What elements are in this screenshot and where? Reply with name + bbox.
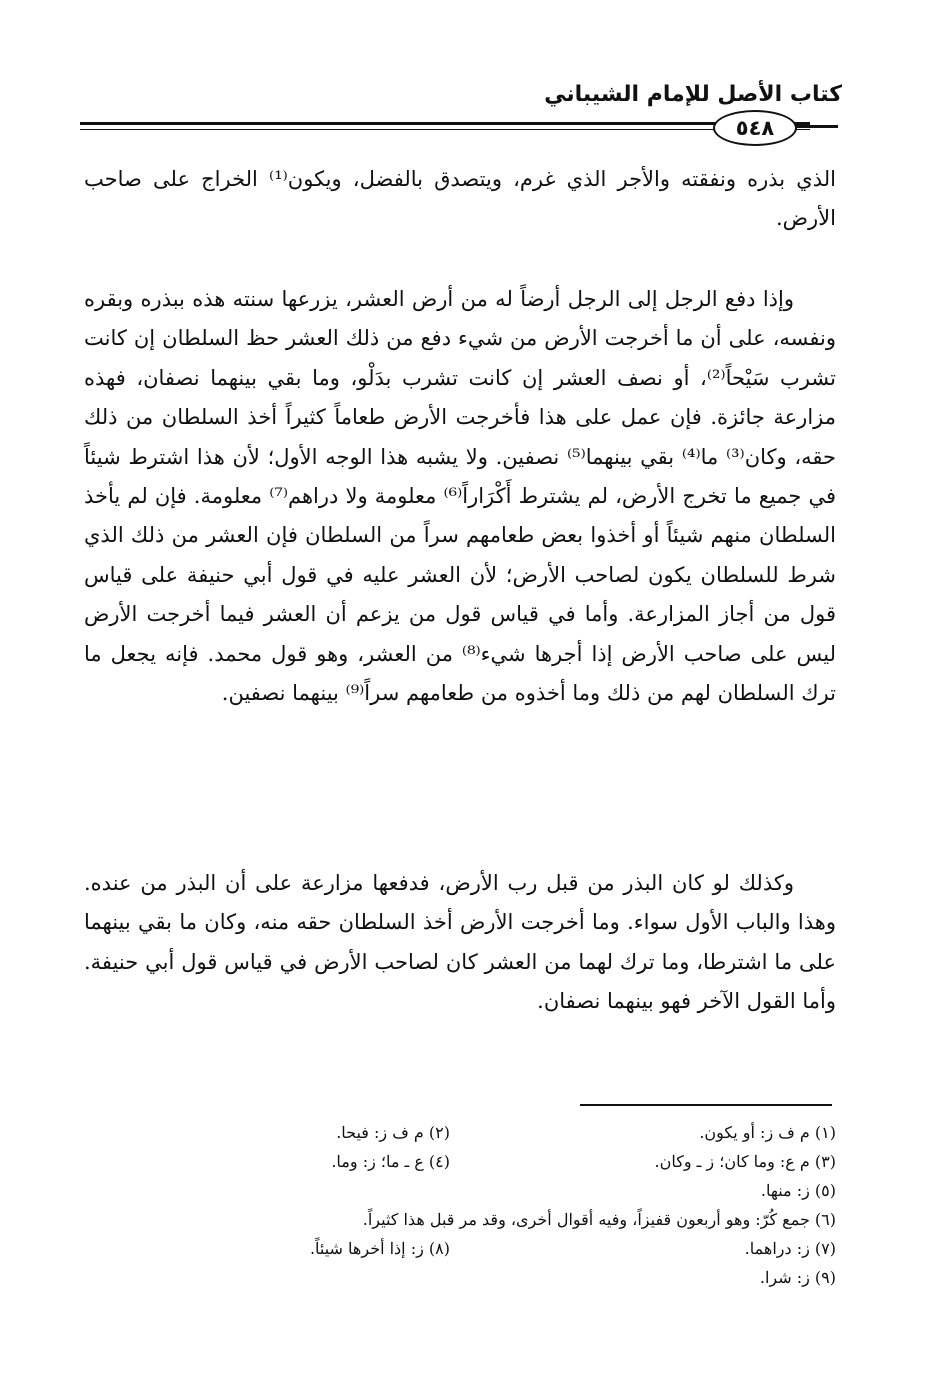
- paragraph-2: [84, 280, 836, 713]
- header-rule-right: [793, 125, 838, 128]
- paragraph-1-text: الذي بذره ونفقته والأجر الذي غرم، ويتصدق بالفضل، ويكون⁽¹⁾ الخراج على صاحب الأرض.: [84, 167, 836, 231]
- footnote-5: (٥) ز: منها.: [760, 1181, 836, 1200]
- footnote-1: (١) م ف ز: أو يكون.: [699, 1123, 836, 1142]
- footnote-3: (٣) م ع: وما كان؛ ز ـ وكان.: [654, 1152, 836, 1171]
- footnote-row: [84, 1263, 836, 1292]
- footnote-row: [84, 1118, 836, 1147]
- paragraph-3: [84, 864, 836, 1022]
- book-title: كتاب الأصل للإمام الشيباني: [544, 82, 842, 107]
- page-number: [713, 110, 797, 146]
- footnotes: [84, 1118, 836, 1292]
- footnote-4: (٤) ع ـ ما؛ ز: وما.: [331, 1152, 450, 1171]
- footnote-8: (٨) ز: إذا أخرها شيئاً.: [309, 1239, 450, 1258]
- footnote-6: (٦) جمع كُرّ: وهو أربعون قفيزاً، وفيه أقوال أخرى، وقد مر قبل هذا كثيراً.: [362, 1210, 836, 1229]
- footnote-row: [84, 1176, 836, 1205]
- header-rule-thick: [80, 122, 810, 125]
- footnote-row: [84, 1205, 836, 1234]
- paragraph-1: [84, 160, 836, 239]
- header-rule-thin: [80, 129, 810, 130]
- footnote-7: (٧) ز: دراهما.: [744, 1239, 836, 1258]
- footnote-separator: [580, 1104, 832, 1106]
- footnote-row: [84, 1234, 836, 1263]
- paragraph-3-text: وكذلك لو كان البذر من قبل رب الأرض، فدفعها مزارعة على أن البذر من عنده. وهذا والباب الأول سواء. وما أخرجت الأرض أخذ السلطان حقه منه، وكان ما بقي بينهما على ما اشترطا، وما ترك لهما من العشر كان لصاحب الأرض في قياس قول أبي حنيفة. وأما القول الآخر فهو بينهما نصفان.: [84, 871, 836, 1014]
- paragraph-2-text: وإذا دفع الرجل إلى الرجل أرضاً له من أرض العشر، يزرعها سنته هذه ببذره وبقره ونفسه، على أن ما أخرجت الأرض من شيء دفع من ذلك العشر حظ السلطان إن كانت تشرب سَيْحاً⁽²⁾، أو نصف العشر إن كانت تشرب بدَلْو، وما بقي بينهما نصفان، فهذه مزارعة جائزة. فإن عمل على هذا فأخرجت الأرض طعاماً كثيراً أخذ السلطان من ذلك حقه، وكان⁽³⁾ ما⁽⁴⁾ بقي بينهما⁽⁵⁾ نصفين. ولا يشبه هذا الوجه الأول؛ لأن هذا اشترط شيئاً في جميع ما تخرج الأرض، لم يشترط أَكْرَاراً⁽⁶⁾ معلومة ولا دراهم⁽⁷⁾ معلومة. فإن لم يأخذ السلطان منهم شيئاً أو أخذوا بعض طعامهم سراً من السلطان فإن العشر من ذلك الذي شرط للسلطان يكون لصاحب الأرض؛ لأن العشر عليه في قول أبي حنيفة على قياس قول من أجاز المزارعة. وأما في قياس قول من يزعم أن العشر فيما أخرجت الأرض ليس على صاحب الأرض إذا أجرها شيء⁽⁸⁾ من العشر، وهو قول محمد. فإنه يجعل ما ترك السلطان لهم من ذلك وما أخذوه من طعامهم سراً⁽⁹⁾ بينهما نصفين.: [84, 287, 837, 706]
- footnote-2: (٢) م ف ز: فيحا.: [336, 1123, 450, 1142]
- page-number-text: ٥٤٨: [735, 116, 775, 140]
- footnote-9: (٩) ز: شرا.: [759, 1268, 836, 1287]
- footnote-row: [84, 1147, 836, 1176]
